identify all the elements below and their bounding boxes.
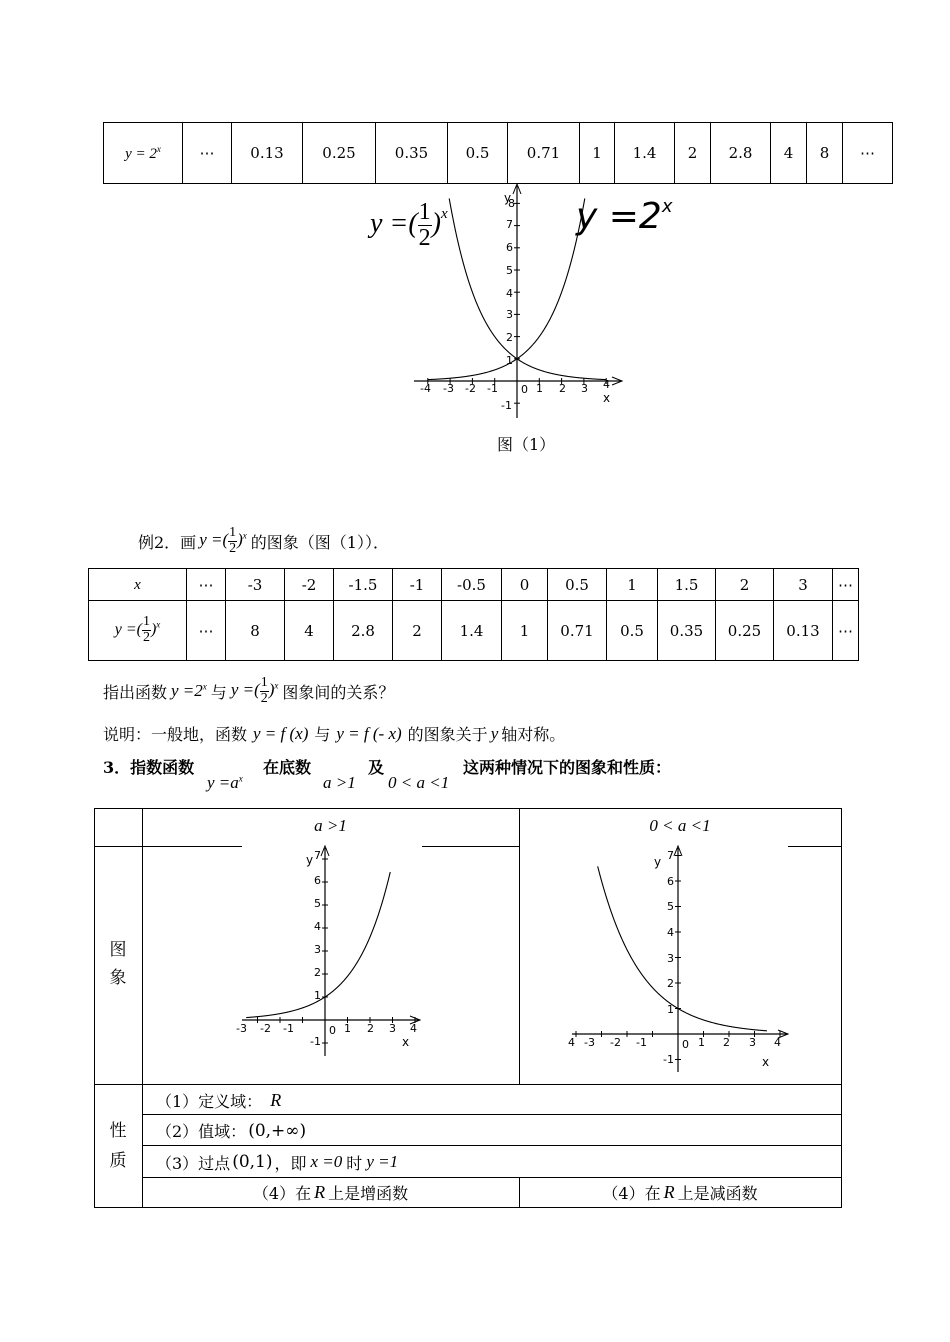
ytick-label: -1 [310, 1035, 321, 1048]
y-axis-label: y [654, 855, 662, 869]
x-axis-label: x [762, 1055, 770, 1069]
table2-cell: 0.25 [716, 601, 774, 661]
table1-cell: 1 [580, 123, 615, 184]
table-y-2x [103, 122, 893, 184]
table1-label: $y = 2^x$ [125, 143, 161, 162]
origin-label: 0 [329, 1024, 336, 1037]
table2-cell: -3 [226, 569, 285, 601]
x-axis-label: x [402, 1035, 410, 1049]
xtick-label: 4 [568, 1036, 575, 1049]
xtick-label: 3 [389, 1022, 396, 1035]
table1-cell: 8 [807, 123, 843, 184]
table2-cell: 4 [285, 601, 334, 661]
table1-cell: 1.4 [615, 123, 675, 184]
ytick-label: 4 [506, 287, 513, 300]
ytick-label: 3 [667, 952, 674, 965]
table-row [89, 569, 859, 601]
table2-cell: 1.5 [658, 569, 716, 601]
table2-cell: 8 [226, 601, 285, 661]
section3-heading: 3．指数函数 $y =a^x$ 在底数 a >1 及 0 < a <1 这两种情况下的图象和性质： [103, 758, 672, 792]
xtick-label: -3 [443, 382, 454, 395]
table1-cell: 0.35 [376, 123, 448, 184]
ytick-label: 2 [314, 966, 321, 979]
table2-cell: -1 [393, 569, 442, 601]
ytick-label: 2 [506, 331, 513, 344]
table2-cell: -0.5 [442, 569, 502, 601]
table2-cell: 0.35 [658, 601, 716, 661]
table1-cell: 2 [675, 123, 711, 184]
table1-label-cell [104, 123, 183, 184]
table2-cell: -1.5 [334, 569, 393, 601]
table1-cell: 2.8 [711, 123, 771, 184]
xtick-label: -2 [610, 1036, 621, 1049]
xtick-label: -4 [420, 382, 431, 395]
xtick-label: -1 [636, 1036, 647, 1049]
table2-cell: 0 [502, 569, 548, 601]
table2-cell: 2 [716, 569, 774, 601]
xtick-label: 3 [581, 382, 588, 395]
table1-cell: ⋯ [183, 123, 232, 184]
props-table [94, 808, 841, 1208]
xtick-label: 3 [749, 1036, 756, 1049]
xtick-label: -3 [584, 1036, 595, 1049]
prop-domain: （1）定义域： R [156, 1089, 282, 1111]
table2-cell: 0.71 [548, 601, 607, 661]
x-axis-label: x [603, 391, 611, 405]
table-y-half-x [88, 568, 859, 661]
ytick-label: 6 [314, 874, 321, 887]
table-row [89, 601, 859, 661]
ytick-label: 1 [314, 989, 321, 1002]
ytick-label: -1 [501, 399, 512, 412]
ytick-label: 7 [667, 849, 674, 862]
origin-label: 0 [682, 1038, 689, 1051]
graph-decreasing [568, 844, 798, 1074]
ytick-label: 6 [667, 875, 674, 888]
xtick-label: 4 [410, 1022, 417, 1035]
figure1-caption: 图（1） [497, 435, 556, 454]
xtick-label: -2 [260, 1022, 271, 1035]
ytick-label: 5 [314, 897, 321, 910]
table2-cell: -2 [285, 569, 334, 601]
table2-cell: 3 [774, 569, 833, 601]
xtick-label: 1 [698, 1036, 705, 1049]
example2-line: 例2．画 y =( $\frac{1}{2}$ )$^x$ 的图象（图（1））． [138, 524, 389, 556]
xtick-label: 4 [603, 378, 610, 391]
ytick-label: 3 [506, 308, 513, 321]
ytick-label: 6 [506, 241, 513, 254]
xtick-label: 1 [344, 1022, 351, 1035]
table1-cell: 4 [771, 123, 807, 184]
note-line: 说明：一般地，函数 y = f (x) 与 y = f (- x) 的图象关于 y 轴对称。 [103, 723, 566, 744]
xtick-label: 2 [367, 1022, 374, 1035]
table2-cell: 2 [393, 601, 442, 661]
table1-cell: 0.13 [232, 123, 303, 184]
question-line: 指出函数 $y =2^x$ 与 y =( $\frac{1}{2}$ )$^x$ 图象间的关系？ [103, 674, 395, 706]
table2-cell: ⋯ [187, 569, 226, 601]
ytick-label: 5 [667, 900, 674, 913]
ytick-label: 4 [667, 926, 674, 939]
ytick-label: 7 [314, 849, 321, 862]
table1-cell: 0.25 [303, 123, 376, 184]
table2-cell: 2.8 [334, 601, 393, 661]
figure1-label-2x: $y =2^x$ [576, 196, 673, 237]
table2-cell: ⋯ [833, 569, 859, 601]
table2-header-y: y =( $\frac{1}{2}$ )$^x$ [89, 601, 187, 661]
xtick-label: -1 [283, 1022, 294, 1035]
ytick-label: 3 [314, 943, 321, 956]
table2-cell: 1 [502, 601, 548, 661]
graph-increasing [234, 844, 434, 1059]
col-head-a-lt-1: 0 < a <1 [649, 816, 711, 835]
xtick-label: 1 [536, 382, 543, 395]
table2-header-x: x [89, 569, 187, 601]
curve-decreasing [598, 866, 767, 1030]
row-label-props: 性质 [109, 1121, 127, 1171]
row-label-graph: 图象 [109, 940, 127, 988]
prop-decreasing: （4）在 R 上是减函数 [602, 1181, 758, 1203]
table1-cell: ⋯ [843, 123, 893, 184]
table-row [104, 123, 893, 184]
ytick-label: 8 [508, 197, 515, 210]
prop-point: （3）过点 (0,1) ，即 x =0 时 y =1 [156, 1152, 399, 1173]
xtick-label: 2 [723, 1036, 730, 1049]
ytick-label: 5 [506, 264, 513, 277]
prop-increasing: （4）在 R 上是增函数 [252, 1181, 409, 1203]
xtick-label: -1 [487, 382, 498, 395]
y-axis-label: y [306, 853, 314, 867]
col-head-a-gt-1: a >1 [314, 816, 347, 835]
ytick-label: -1 [663, 1053, 674, 1066]
origin-label: 0 [521, 383, 528, 396]
table2-cell: ⋯ [833, 601, 859, 661]
ytick-label: 1 [506, 354, 513, 367]
table1-cell: 0.5 [448, 123, 508, 184]
table1-cell: 0.71 [508, 123, 580, 184]
ytick-label: 4 [314, 920, 321, 933]
prop-range: （2）值域： (0,+∞) [156, 1120, 307, 1141]
ytick-label: 7 [506, 218, 513, 231]
ytick-label: 1 [667, 1003, 674, 1016]
table2-cell: 1.4 [442, 601, 502, 661]
xtick-label: -2 [465, 382, 476, 395]
table2-cell: 0.5 [548, 569, 607, 601]
table2-cell: 0.5 [607, 601, 658, 661]
xtick-label: 2 [559, 382, 566, 395]
xtick-label: -3 [236, 1022, 247, 1035]
table2-cell: 1 [607, 569, 658, 601]
ytick-label: 2 [667, 977, 674, 990]
xtick-label: 4 [774, 1036, 781, 1049]
figure1-label-half: y =( $\frac{1}{2}$ )$^x$ [370, 199, 448, 252]
table2-cell: 0.13 [774, 601, 833, 661]
y-axis-label: y [504, 191, 512, 205]
table2-cell: ⋯ [187, 601, 226, 661]
